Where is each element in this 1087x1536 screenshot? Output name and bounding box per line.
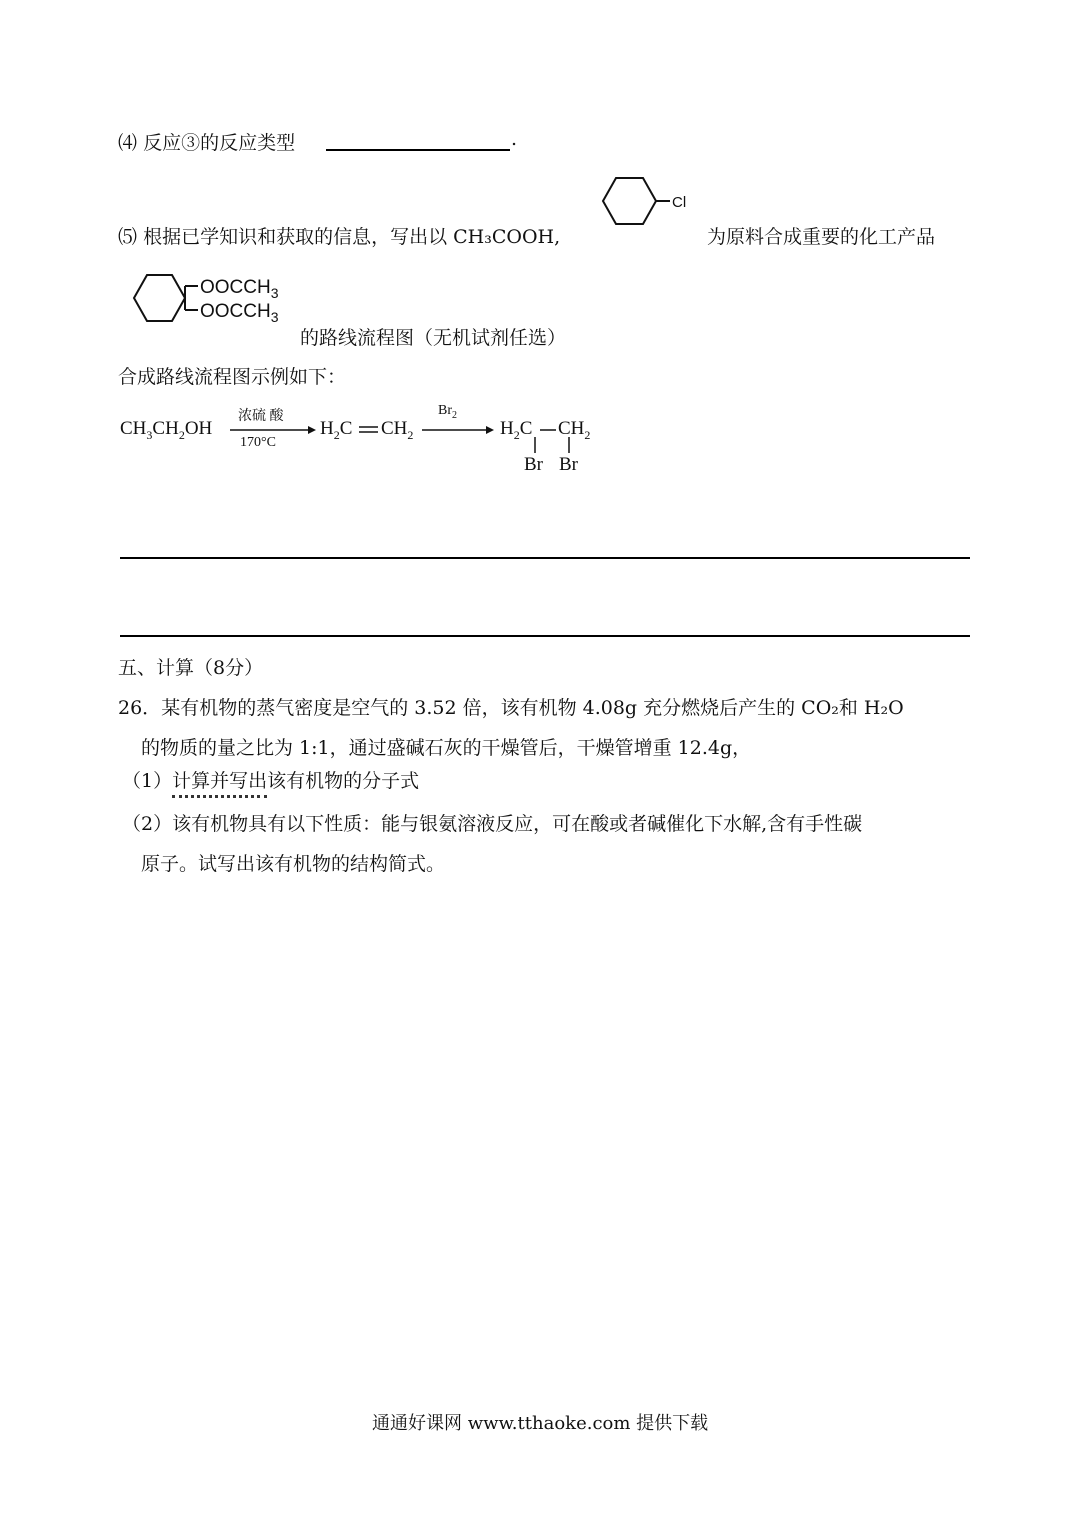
question-26-text-2: 的物质的量之比为 1:1，通过盛碱石灰的干燥管后，干燥管增重 12.4g， <box>141 737 752 759</box>
question-4 <box>118 128 295 155</box>
part-1-text: 该有机物的分子式 <box>267 770 420 792</box>
question-26-line1 <box>118 693 904 720</box>
question-5-number: ⑸ <box>118 226 138 248</box>
example-product-right: $CH_2$ <box>558 418 591 442</box>
product-br-1: Br <box>524 454 543 475</box>
answer-line-1[interactable] <box>120 557 970 559</box>
part-2-text-2: 原子。试写出该有机物的结构简式。 <box>141 853 446 875</box>
question-5-product-suffix: 的路线流程图（无机试剂任选） <box>300 327 567 349</box>
question-4-text: 反应③的反应类型 <box>143 132 296 154</box>
question-5-line1 <box>118 222 560 249</box>
question-5-text-after: 为原料合成重要的化工产品 <box>707 226 936 248</box>
question-4-answer-blank[interactable] <box>326 149 510 151</box>
question-26-part-2 <box>122 809 862 836</box>
reaction-arrow-2 <box>420 424 496 436</box>
part-2-text-1: 该有机物具有以下性质：能与银氨溶液反应，可在酸或者碱催化下水解,含有手性碳 <box>172 813 863 835</box>
section-5-heading: 五、计算（8分） <box>118 657 264 679</box>
product-ring <box>134 275 185 321</box>
question-4-number: ⑷ <box>118 132 138 154</box>
part-1-emphasis: 计算并写出 <box>172 770 267 798</box>
example-intermediate: $H_2C$ <box>320 418 353 442</box>
question-26-part-1 <box>122 766 419 793</box>
question-26-number: 26． <box>118 697 162 719</box>
example-intermediate-right: $CH_2$ <box>381 418 414 442</box>
arrow-2-condition-top: $Br_2$ <box>438 403 457 421</box>
product-group-2: $OOCCH_3$ <box>200 301 279 325</box>
example-heading: 合成路线流程图示例如下： <box>118 366 347 388</box>
question-26-text-1: 某有机物的蒸气密度是空气的 3.52 倍，该有机物 4.08g 充分燃烧后产生的 CO₂和 H₂O <box>161 697 904 719</box>
arrow-1-condition-top: 浓硫 酸 <box>238 409 284 424</box>
chlorine-label: Cl <box>672 194 687 211</box>
example-product-left: $H_2C$ <box>500 418 533 442</box>
chlorocyclohexane-structure <box>588 168 698 238</box>
question-4-period: . <box>511 128 518 150</box>
product-diacetate-structure <box>128 266 308 330</box>
product-br-2: Br <box>559 454 578 475</box>
part-2-number: （2） <box>122 813 173 835</box>
part-1-number: （1） <box>122 770 173 792</box>
arrow-1-condition-bottom: 170°C <box>240 435 276 450</box>
product-group-1: $OOCCH_3$ <box>200 277 279 301</box>
question-5-text-before: 根据已学知识和获取的信息，写出以 CH₃COOH, <box>143 226 561 248</box>
footer-text: 通通好课网 www.tthaoke.com 提供下载 <box>372 1413 709 1434</box>
cyclohexane-ring <box>603 178 656 224</box>
answer-line-2[interactable] <box>120 635 970 637</box>
example-reactant: $CH_3CH_2OH$ <box>120 418 213 442</box>
double-bond <box>358 424 380 436</box>
